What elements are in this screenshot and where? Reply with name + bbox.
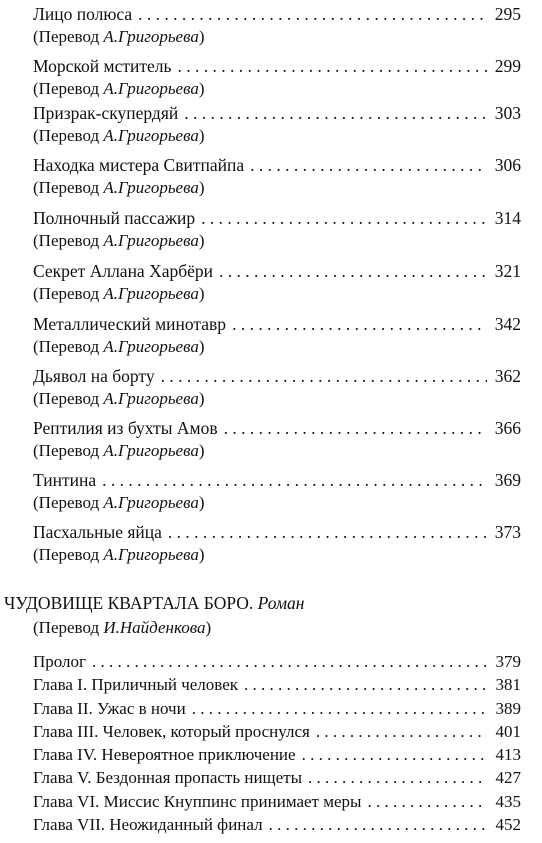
chapter-row — [33, 720, 521, 743]
toc-entry — [33, 312, 521, 358]
novel-title: ЧУДОВИЩЕ КВАРТАЛА БОРО. — [4, 593, 254, 613]
page-number: 373 — [494, 522, 521, 542]
entry-title: Морской мститель — [33, 56, 172, 76]
dot-leader — [92, 650, 487, 673]
translator-credit: (Перевод А.Григорьева) — [33, 337, 205, 356]
entry-title: Пасхальные яйца — [33, 522, 162, 542]
dot-leader — [201, 206, 487, 230]
dot-leader — [184, 101, 487, 125]
entry-title: Находка мистера Свитпайпа — [33, 155, 245, 175]
entry-title: Металлический минотавр — [33, 314, 227, 334]
chapter-title: Глава VII. Неожиданный финал — [33, 815, 263, 835]
chapter-row — [33, 650, 521, 673]
translator-credit: (Перевод А.Григорьева) — [33, 389, 205, 408]
page-number: 306 — [494, 155, 521, 175]
toc-entry — [33, 54, 521, 100]
page-number: 413 — [495, 745, 521, 765]
chapter-row — [33, 813, 521, 836]
dot-leader — [219, 259, 487, 283]
entry-title: Полночный пассажир — [33, 208, 196, 228]
dot-leader — [316, 720, 487, 743]
chapter-title: Глава VI. Миссис Кнуппинс принимает меры — [33, 791, 362, 811]
dot-leader — [244, 673, 487, 696]
chapter-row — [33, 766, 521, 789]
translator-name: А.Григорьева — [103, 389, 199, 408]
page-number: 401 — [495, 721, 521, 741]
dot-leader — [224, 416, 487, 440]
page-number: 303 — [494, 103, 521, 123]
entry-title: Секрет Аллана Харбёри — [33, 261, 214, 281]
dot-leader — [302, 743, 487, 766]
translator-name: А.Григорьева — [103, 337, 199, 356]
translator-name: А.Григорьева — [103, 441, 199, 460]
translator-credit: (Перевод А.Григорьева) — [33, 79, 205, 98]
toc-entry — [33, 206, 521, 252]
page-number: 427 — [495, 768, 521, 788]
dot-leader — [168, 520, 487, 544]
chapter-title: Глава III. Человек, который проснулся — [33, 721, 310, 741]
entry-title: Призрак-скупердяй — [33, 103, 179, 123]
page-number: 452 — [495, 815, 521, 835]
entry-title: Дьявол на борту — [33, 366, 155, 386]
toc-entry — [33, 416, 521, 462]
dot-leader — [367, 790, 487, 813]
chapter-title: Пролог — [33, 652, 87, 671]
dot-leader — [308, 766, 487, 789]
translator-credit: (Перевод А.Григорьева) — [33, 126, 205, 145]
chapter-row — [33, 743, 521, 766]
entry-title: Лицо полюса — [33, 4, 133, 24]
translator-name: А.Григорьева — [103, 545, 199, 564]
chapter-row — [33, 673, 521, 696]
translator-name: И.Найденкова — [103, 618, 206, 637]
translator-credit: (Перевод А.Григорьева) — [33, 493, 205, 512]
dot-leader — [250, 153, 487, 177]
translator-name: А.Григорьева — [103, 79, 199, 98]
page-number: 362 — [494, 366, 521, 386]
translator-name: А.Григорьева — [103, 231, 199, 250]
page-number: 299 — [494, 56, 521, 76]
page-number: 295 — [494, 4, 521, 24]
translator-name: А.Григорьева — [103, 284, 199, 303]
dot-leader — [161, 364, 487, 388]
page-number: 381 — [495, 675, 521, 695]
toc-entry — [33, 468, 521, 514]
page-number: 369 — [494, 470, 521, 490]
toc-entry — [33, 2, 521, 48]
page-number: 321 — [494, 261, 521, 281]
chapter-title: Глава V. Бездонная пропасть нищеты — [33, 768, 303, 788]
novel-genre: Роман — [257, 593, 305, 613]
chapter-title: Глава II. Ужас в ночи — [33, 698, 186, 718]
translator-name: А.Григорьева — [103, 178, 199, 197]
toc-entry — [33, 153, 521, 199]
toc-entry — [33, 520, 521, 566]
translator-credit: (Перевод А.Григорьева) — [33, 441, 205, 460]
novel-heading — [4, 593, 304, 614]
page-number: 342 — [494, 314, 521, 334]
dot-leader — [269, 813, 487, 836]
dot-leader — [102, 468, 487, 492]
novel-translator-credit: (Перевод И.Найденкова) — [33, 618, 212, 637]
chapter-list — [33, 650, 521, 836]
translator-credit: (Перевод А.Григорьева) — [33, 284, 205, 303]
page-number: 314 — [494, 208, 521, 228]
page-number: 435 — [495, 791, 521, 811]
chapter-row — [33, 790, 521, 813]
page-number: 389 — [495, 698, 521, 718]
toc-entry — [33, 101, 521, 147]
translator-credit: (Перевод А.Григорьева) — [33, 178, 205, 197]
entry-title: Тинтина — [33, 470, 97, 490]
translator-credit: (Перевод А.Григорьева) — [33, 231, 205, 250]
page-number: 366 — [494, 418, 521, 438]
entry-title: Рептилия из бухты Амов — [33, 418, 218, 438]
toc-entry — [33, 259, 521, 305]
toc-entry — [33, 364, 521, 410]
translator-name: А.Григорьева — [103, 126, 199, 145]
translator-name: А.Григорьева — [103, 493, 199, 512]
chapter-row — [33, 697, 521, 720]
translator-name: А.Григорьева — [103, 27, 199, 46]
translator-credit: (Перевод А.Григорьева) — [33, 27, 205, 46]
chapter-title: Глава I. Приличный человек — [33, 675, 239, 695]
page-number: 379 — [495, 652, 521, 671]
dot-leader — [232, 312, 487, 336]
dot-leader — [192, 697, 487, 720]
dot-leader — [138, 2, 487, 26]
translator-credit: (Перевод А.Григорьева) — [33, 545, 205, 564]
dot-leader — [177, 54, 487, 78]
chapter-title: Глава IV. Невероятное приключение — [33, 745, 296, 765]
